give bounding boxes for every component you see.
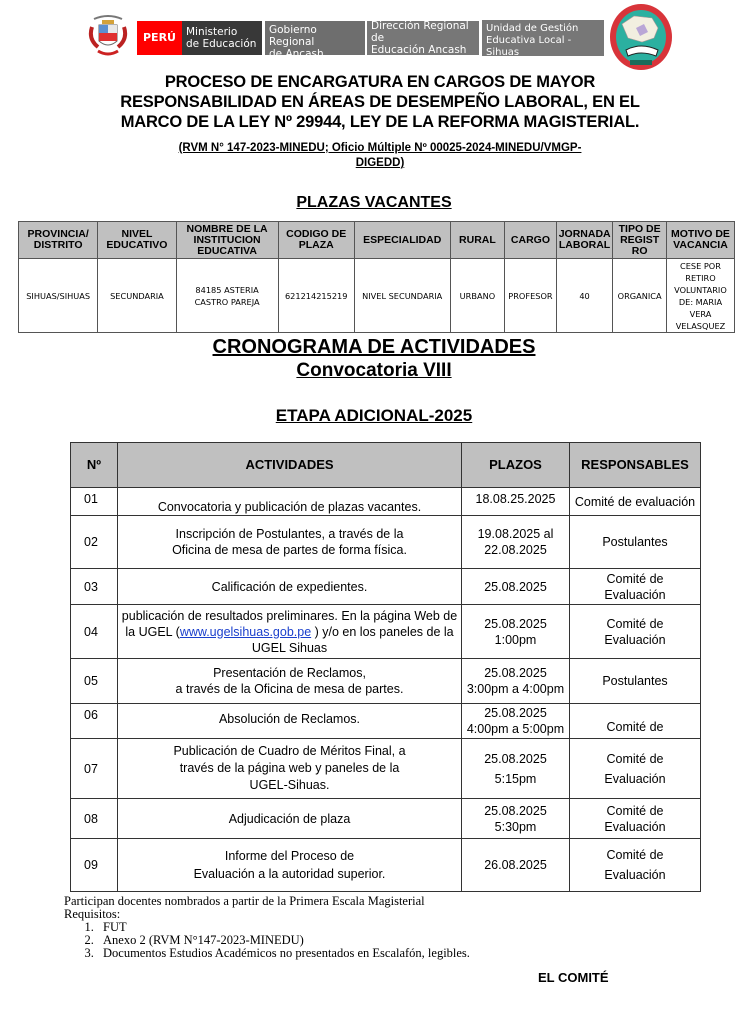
cell-provincia: SIHUAS/SIHUAS [19,259,98,333]
ministry-line-1: Ministerio [186,26,238,38]
responsible-line: Evaluación [604,587,666,602]
deadline-line: 4:00pm a 5:00pm [466,722,565,736]
responsible-line: Comité de [606,848,664,862]
deadline-line: 25.08.2025 [484,616,547,631]
cell-tipo-registro: ORGANICA [613,259,667,333]
ugel-website-link[interactable]: www.ugelsihuas.gob.pe [179,624,312,639]
deadline-line: 22.08.2025 [484,543,547,557]
regional-government-label [265,21,365,60]
cell-motivo: CESE POR RETIRO VOLUNTARIO DE: MARIA VERA VELASQUEZ [666,259,734,333]
responsible-line: Evaluación [604,771,666,786]
activity: Absolución de Reclamos. [118,704,462,739]
ugel-sihuas-seal-logo [608,2,674,72]
title-line-2: RESPONSABILIDAD EN ÁREAS DE DESEMPEÑO LABORAL, EN EL [120,93,640,111]
cell-institucion: 84185 ASTERIA CASTRO PAREJA [176,259,278,333]
row-number: 04 [71,605,118,659]
table-row [71,659,701,704]
title-line-1: PROCESO DE ENCARGATURA EN CARGOS DE MAYOR [164,73,596,91]
activity-line: Publicación de Cuadro de Méritos Final, a [173,744,406,758]
row-number: 02 [71,516,118,569]
cell-cargo: PROFESOR [505,259,557,333]
ministry-label [182,21,262,55]
table-row [71,516,701,569]
reference-line-1: (RVM N° 147-2023-MINEDU; Oficio Múltiple Nº 00025-2024-MINEDU/VMGP- [178,142,582,154]
cell-nivel: SECUNDARIA [98,259,176,333]
activity [118,659,462,704]
deadline-line: 5:15pm [494,771,537,786]
responsible: Postulantes [570,516,701,569]
document-title [120,72,640,132]
col-header: PROVINCIA/ DISTRITO [19,222,98,259]
cronograma-title: CRONOGRAMA DE ACTIVIDADES [212,336,536,358]
deadline [462,739,570,799]
activity-line: Inscripción de Postulantes, a través de la [175,527,404,541]
plazas-header-row [19,222,735,259]
table-row [71,488,701,516]
responsible: Comité de [570,704,701,739]
requirement-item: 2. Anexo 2 (RVM N°147-2023-MINEDU) [97,934,470,947]
deadline [462,659,570,704]
requirements-section [64,895,470,960]
col-header: CARGO [505,222,557,259]
stage-title: ETAPA ADICIONAL-2025 [275,406,473,425]
cronograma-table [70,442,701,892]
cell-jornada: 40 [556,259,613,333]
responsible-line: Evaluación [604,868,666,882]
activity-line: Informe del Proceso de [224,849,355,863]
activity-text: ) y/o en los paneles de la UGEL Sihuas [251,624,454,655]
responsible-line: Evaluación [604,632,666,647]
title-line-3: MARCO DE LA LEY Nº 29944, LEY DE LA REFORMA MAGISTERIAL. [120,113,640,131]
deadline [462,605,570,659]
peru-label: PERÚ [137,21,182,55]
table-row [71,839,701,892]
deadline-line: 25.08.2025 [484,803,547,818]
col-header-plazos: PLAZOS [462,443,570,488]
row-number: 03 [71,569,118,605]
table-row [19,259,735,333]
deadline-line: 5:30pm [494,819,537,834]
cell-codigo: 621214215219 [278,259,354,333]
activity-line: a través de la Oficina de mesa de partes. [175,682,404,696]
reference-line-2: DIGEDD) [355,157,405,169]
responsible [570,799,701,839]
col-header: TIPO DE REGIST RO [613,222,667,259]
deadline-line: 25.08.2025 [484,751,547,766]
col-header: JORNADA LABORAL [556,222,613,259]
deadline-line: 1:00pm [494,632,537,647]
responsible: Postulantes [570,659,701,704]
activity [118,739,462,799]
deadline-line: 19.08.2025 al [477,527,554,541]
cell-rural: URBANO [450,259,505,333]
col-header: MOTIVO DE VACANCIA [666,222,734,259]
activity [118,839,462,892]
col-header: NIVEL EDUCATIVO [98,222,176,259]
table-row [71,704,701,739]
responsible [570,605,701,659]
deadline [462,704,570,739]
row-number: 01 [71,488,118,516]
regional-dir-line-1: Dirección Regional de [371,20,469,44]
deadline [462,516,570,569]
row-number: 05 [71,659,118,704]
responsible-line: Comité de [606,803,664,818]
col-header-actividades: ACTIVIDADES [118,443,462,488]
ministry-line-2: de Educación [186,38,257,50]
deadline: 18.08.25.2025 [462,488,570,516]
row-number: 07 [71,739,118,799]
activity-line: Evaluación a la autoridad superior. [193,867,386,881]
responsible-line: Comité de [606,751,664,766]
activity-line: Presentación de Reclamos, [213,666,366,680]
deadline [462,799,570,839]
deadline-line: 3:00pm a 4:00pm [466,682,565,696]
table-row [71,569,701,605]
table-row [71,605,701,659]
regional-gov-line-2: de Ancash [269,48,324,60]
responsible: Comité de evaluación [570,488,701,516]
responsible-line: Evaluación [604,819,666,834]
col-header: ESPECIALIDAD [354,222,450,259]
requirements-label: Requisitos: [64,907,121,921]
col-header: RURAL [450,222,505,259]
deadline-line: 25.08.2025 [484,706,547,720]
requirement-item: 1. FUT [97,921,470,934]
activity-line: UGEL-Sihuas. [249,778,330,792]
convocatoria-subtitle: Convocatoria VIII [296,360,452,381]
regional-direction-label [367,21,479,55]
requirement-item: 3. Documentos Estudios Académicos no presentados en Escalafón, legibles. [97,947,470,960]
regional-dir-line-2: Educación Ancash [371,44,467,56]
ugel-line-2: Educativa Local - Sihuas [486,35,572,58]
requirements-list [64,921,470,960]
cronograma-header-row [71,443,701,488]
responsible [570,569,701,605]
row-number: 08 [71,799,118,839]
row-number: 09 [71,839,118,892]
activity: Calificación de expedientes. [118,569,462,605]
deadline: 26.08.2025 [462,839,570,892]
activity [118,516,462,569]
deadline: 25.08.2025 [462,569,570,605]
participants-note: Participan docentes nombrados a partir de la Primera Escala Magisterial [64,894,425,908]
activity-line: través de la página web y paneles de la [179,761,400,775]
col-header: CODIGO DE PLAZA [278,222,354,259]
responsible [570,839,701,892]
col-header-num: Nº [71,443,118,488]
cell-especialidad: NIVEL SECUNDARIA [354,259,450,333]
table-row [71,739,701,799]
legal-reference [150,141,610,171]
responsible-line: Comité de [606,571,664,586]
responsible [570,739,701,799]
col-header: NOMBRE DE LA INSTITUCION EDUCATIVA [176,222,278,259]
plazas-table [18,221,735,333]
ugel-label [482,20,604,56]
activity: Convocatoria y publicación de plazas vacantes. [118,488,462,516]
activity: Adjudicación de plaza [118,799,462,839]
activity [118,605,462,659]
responsible-line: Comité de [606,616,664,631]
signature-el-comite: EL COMITÉ [538,970,609,985]
activity-text: publicación de resultados preliminares. En la página Web de la UGEL ( [121,608,458,639]
row-number: 06 [71,704,118,739]
ugel-line-1: Unidad de Gestión [486,23,579,34]
activity-line: Oficina de mesa de partes de forma física. [172,543,407,557]
peru-coat-of-arms-logo [88,13,128,59]
plazas-title: PLAZAS VACANTES [296,194,452,211]
col-header-responsables: RESPONSABLES [570,443,701,488]
deadline-line: 25.08.2025 [484,666,547,680]
regional-gov-line-1: Gobierno Regional [269,24,317,48]
table-row [71,799,701,839]
